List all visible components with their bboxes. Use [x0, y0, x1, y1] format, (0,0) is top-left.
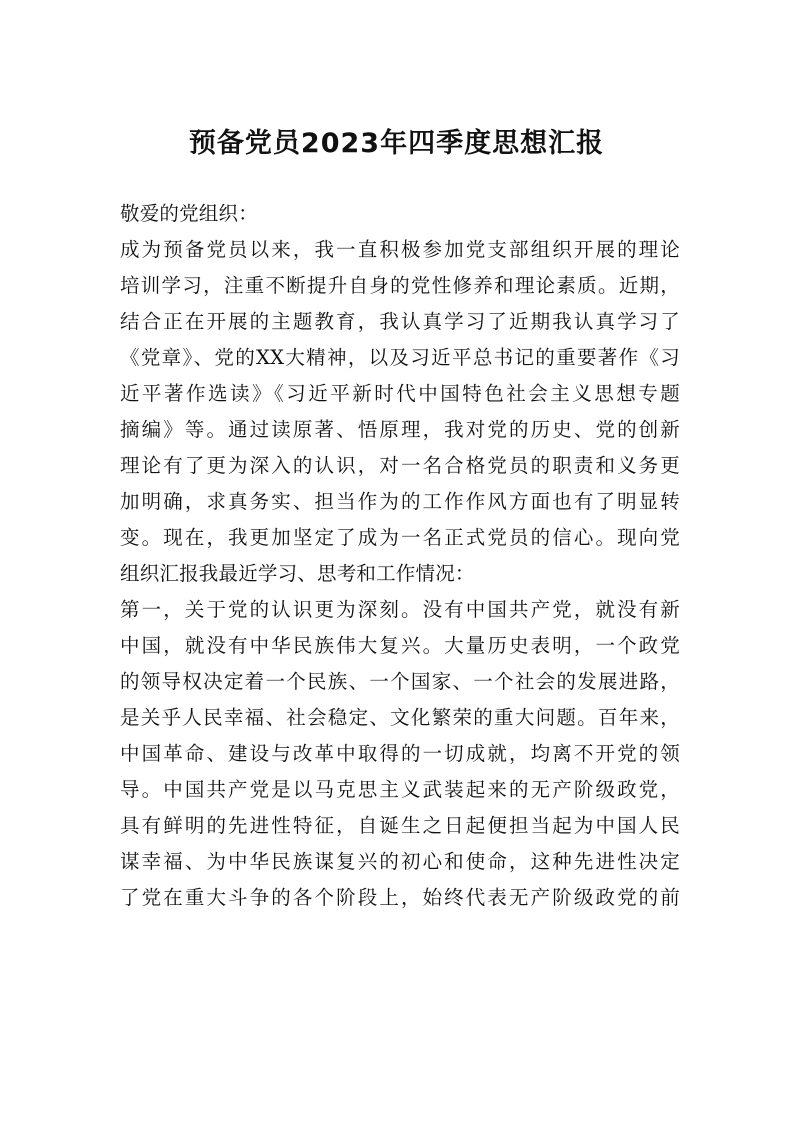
salutation: 敬爱的党组织：: [120, 202, 258, 225]
document-body: [120, 196, 680, 916]
paragraph-line: 理论有了更为深入的认识，对一名合格党员的职责和义务更: [120, 454, 680, 477]
paragraph-line: 变。现在，我更加坚定了成为一名正式党员的信心。现向党: [120, 526, 680, 549]
paragraph-line: 谋幸福、为中华民族谋复兴的初心和使命，这种先进性决定: [120, 850, 680, 873]
paragraph-line: 第一，关于党的认识更为深刻。没有中国共产党，就没有新: [120, 598, 680, 621]
paragraph-line: 成为预备党员以来，我一直积极参加党支部组织开展的理论: [120, 238, 680, 261]
document-title: 预备党员2023年四季度思想汇报: [188, 128, 605, 159]
paragraph-line: 具有鲜明的先进性特征，自诞生之日起便担当起为中国人民: [120, 814, 680, 837]
paragraph-line: 摘编》等。通过读原著、悟原理，我对党的历史、党的创新: [120, 418, 680, 441]
paragraph-line: 《党章》、党的XX大精神，以及习近平总书记的重要著作《习: [120, 346, 680, 369]
paragraph-line: 结合正在开展的主题教育，我认真学习了近期我认真学习了: [120, 310, 680, 333]
paragraph-line: 导。中国共产党是以马克思主义武装起来的无产阶级政党，: [120, 778, 680, 801]
paragraph-line: 组织汇报我最近学习、思考和工作情况：: [120, 562, 475, 585]
paragraph-line: 中国，就没有中华民族伟大复兴。大量历史表明，一个政党: [120, 634, 680, 657]
paragraph-line: 了党在重大斗争的各个阶段上，始终代表无产阶级政党的前: [120, 886, 680, 909]
paragraph-line: 培训学习，注重不断提升自身的党性修养和理论素质。近期，: [120, 274, 680, 297]
paragraph-line: 中国革命、建设与改革中取得的一切成就，均离不开党的领: [120, 742, 680, 765]
paragraph-line: 是关乎人民幸福、社会稳定、文化繁荣的重大问题。百年来，: [120, 706, 680, 729]
paragraph-line: 近平著作选读》《习近平新时代中国特色社会主义思想专题: [120, 382, 680, 405]
paragraph-line: 加明确，求真务实、担当作为的工作作风方面也有了明显转: [120, 490, 680, 513]
paragraph-line: 的领导权决定着一个民族、一个国家、一个社会的发展进路，: [120, 670, 680, 693]
